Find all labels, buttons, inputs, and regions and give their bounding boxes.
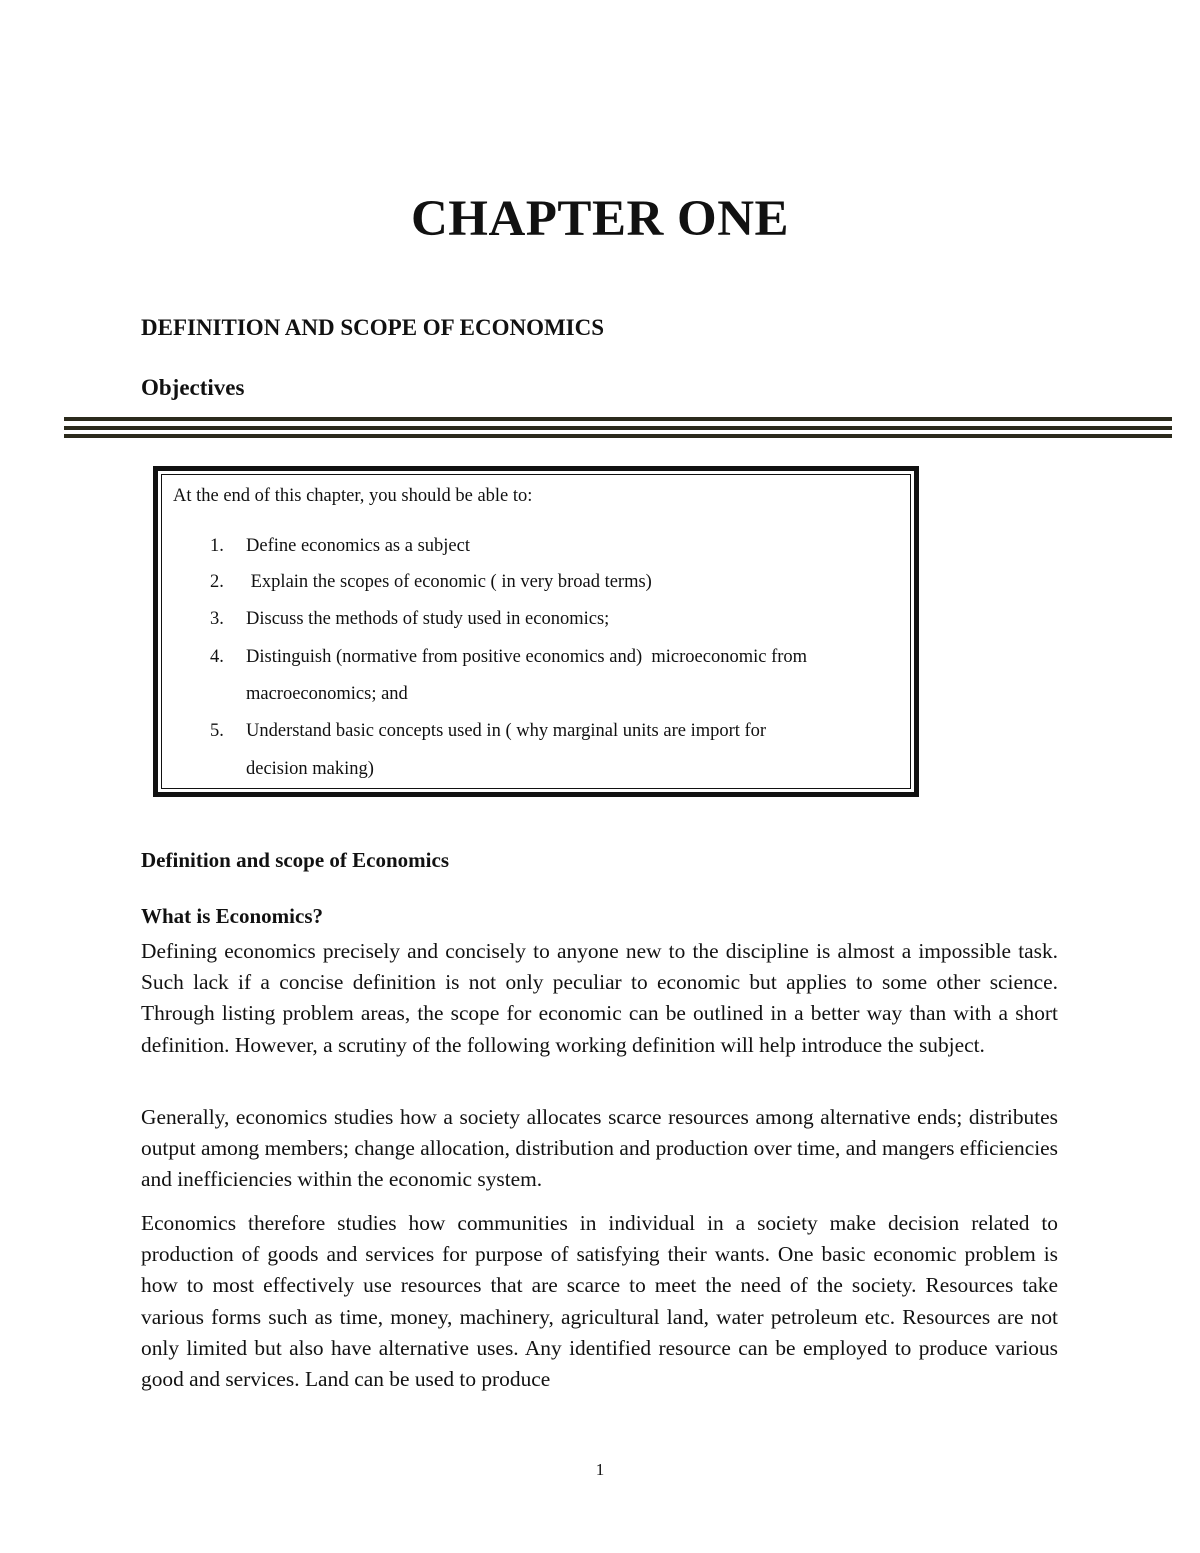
objectives-intro: At the end of this chapter, you should be able to: — [173, 486, 533, 506]
objectives-heading: Objectives — [141, 375, 245, 400]
objective-text: Discuss the methods of study used in economics; — [246, 609, 610, 629]
objective-text: Define economics as a subject — [246, 536, 470, 556]
objective-number: 4. — [210, 647, 224, 667]
objective-text-continued: macroeconomics; and — [246, 684, 408, 704]
page-number: 1 — [595, 1460, 605, 1479]
objective-text: Explain the scopes of economic ( in very broad terms) — [246, 572, 652, 592]
objective-number: 2. — [210, 572, 224, 592]
body-paragraph: Defining economics precisely and concisely to anyone new to the discipline is almost a impossible task. Such lack if a concise definition is not only peculiar to economic but applies to some other science. Through listing problem areas, the scope for economic can be outlined in a better way than with a short definition. However, a scrutiny of the following working definition will help introduce the subject. — [141, 939, 1058, 1057]
section-title: DEFINITION AND SCOPE OF ECONOMICS — [141, 315, 605, 340]
divider-rule-top — [64, 417, 1172, 421]
what-is-economics-heading: What is Economics? — [141, 904, 324, 928]
objectives-box — [153, 466, 919, 797]
body-paragraph: Economics therefore studies how communities in individual in a society make decision related to production of goods and services for purpose of satisfying their wants. One basic economic problem is how to most effectively use resources that are scarce to meet the need of the society. Resources take various forms such as time, money, machinery, agricultural land, water petroleum etc. Resources are not only limited but also have alternative uses. Any identified resource can be employed to produce various good and services. Land can be used to produce — [141, 1211, 1058, 1392]
objective-number: 5. — [210, 721, 224, 741]
objective-number: 3. — [210, 609, 224, 629]
objective-text: Understand basic concepts used in ( why marginal units are import for — [246, 721, 767, 741]
definition-heading: Definition and scope of Economics — [141, 848, 450, 872]
objective-text-continued: decision making) — [246, 759, 374, 779]
objective-text: Distinguish (normative from positive economics and) microeconomic from — [246, 647, 808, 667]
objective-number: 1. — [210, 536, 224, 556]
divider-rule-middle — [64, 426, 1172, 430]
divider-rule-bottom — [64, 434, 1172, 438]
body-paragraph: Generally, economics studies how a society allocates scarce resources among alternative ends; distributes output among members; change allocation, distribution and production over time, and mangers efficiencies and inefficiencies within the economic system. — [141, 1105, 1058, 1192]
chapter-title: CHAPTER ONE — [410, 191, 790, 247]
